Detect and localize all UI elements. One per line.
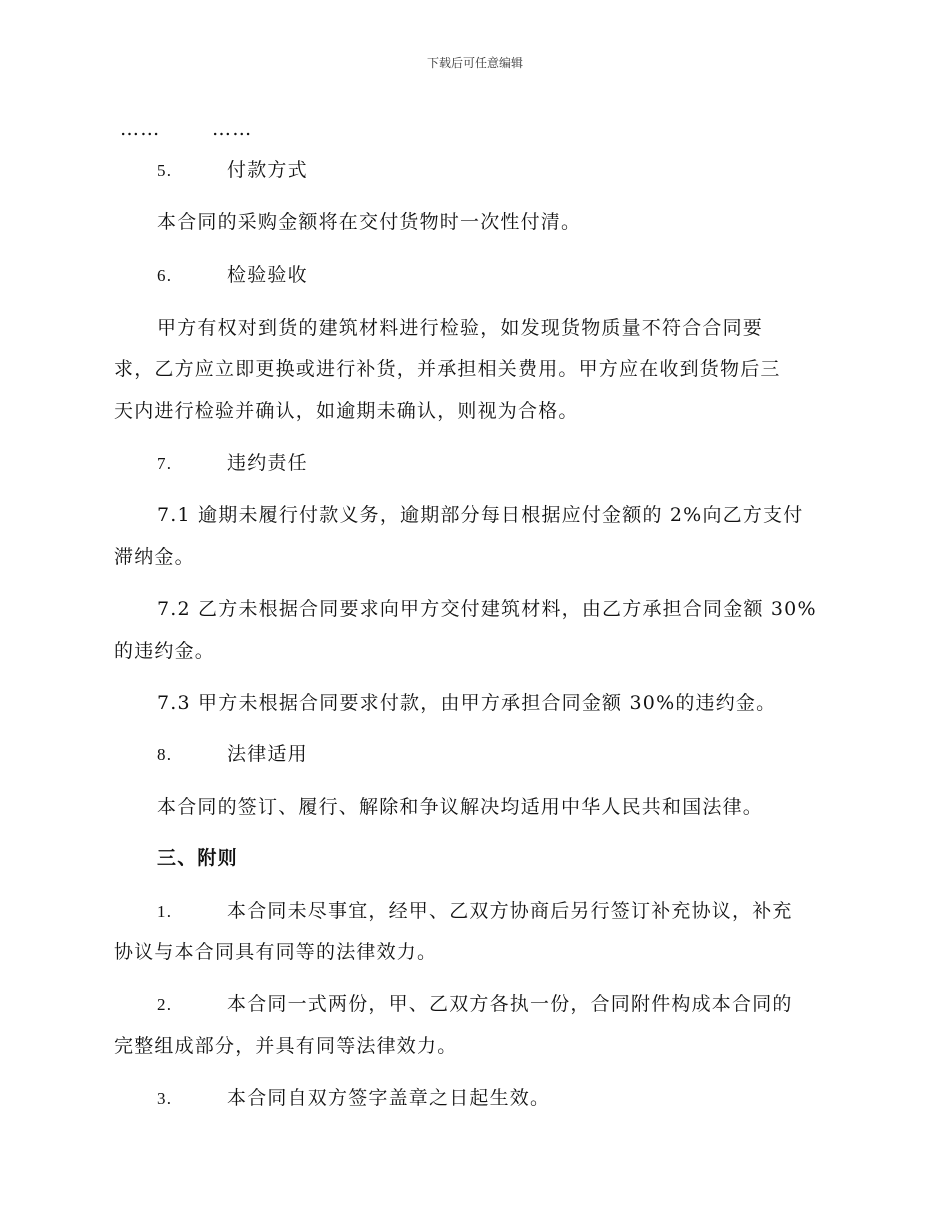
clause-7-1-line: 滞纳金。 bbox=[114, 546, 195, 568]
item-text: 本合同未尽事宜，经甲、乙双方协商后另行签订补充协议，补充 bbox=[227, 900, 793, 922]
clause-7-2-line: 的违约金。 bbox=[114, 640, 216, 662]
supplementary-heading: 三、附则 bbox=[157, 847, 238, 869]
section-title: 付款方式 bbox=[227, 159, 308, 181]
section-number: 7. bbox=[157, 454, 173, 473]
section-title: 检验验收 bbox=[227, 264, 308, 286]
ellipsis-left: …… bbox=[120, 118, 161, 140]
section-title: 违约责任 bbox=[227, 452, 308, 474]
clause-7-1-line: 7.1 逾期未履行付款义务，逾期部分每日根据应付金额的 2%向乙方支付 bbox=[157, 504, 804, 526]
section-number: 8. bbox=[157, 745, 173, 764]
paragraph-line: 天内进行检验并确认，如逾期未确认，则视为合格。 bbox=[114, 400, 579, 422]
item-text: 本合同自双方签字盖章之日起生效。 bbox=[227, 1087, 551, 1109]
section-8-body: 本合同的签订、履行、解除和争议解决均适用中华人民共和国法律。 bbox=[157, 796, 764, 818]
supplementary-item-3 bbox=[157, 1085, 550, 1112]
clause-7-2-line: 7.2 乙方未根据合同要求向甲方交付建筑材料，由乙方承担合同金额 30% bbox=[157, 598, 817, 620]
ellipsis-right: …… bbox=[212, 118, 253, 140]
page-header: 下载后可任意编辑 bbox=[426, 56, 523, 70]
clause-7-3-line: 7.3 甲方未根据合同要求付款，由甲方承担合同金额 30%的违约金。 bbox=[157, 692, 777, 714]
section-7-heading bbox=[157, 450, 308, 477]
section-6-heading bbox=[157, 262, 308, 289]
paragraph-line: 完整组成部分，并具有同等法律效力。 bbox=[114, 1035, 458, 1057]
paragraph-line: 协议与本合同具有同等的法律效力。 bbox=[114, 941, 438, 963]
item-text: 本合同一式两份，甲、乙双方各执一份，合同附件构成本合同的 bbox=[227, 993, 793, 1015]
supplementary-item-2 bbox=[157, 991, 793, 1018]
item-number: 3. bbox=[157, 1089, 173, 1108]
section-title: 法律适用 bbox=[227, 743, 308, 765]
paragraph-line: 甲方有权对到货的建筑材料进行检验，如发现货物质量不符合合同要 bbox=[157, 317, 764, 339]
section-number: 6. bbox=[157, 266, 173, 285]
item-number: 2. bbox=[157, 995, 173, 1014]
section-5-heading bbox=[157, 157, 308, 184]
section-number: 5. bbox=[157, 161, 173, 180]
supplementary-item-1 bbox=[157, 898, 793, 925]
paragraph-line: 求，乙方应立即更换或进行补货，并承担相关费用。甲方应在收到货物后三 bbox=[114, 358, 781, 380]
section-5-body: 本合同的采购金额将在交付货物时一次性付清。 bbox=[157, 211, 582, 233]
section-8-heading bbox=[157, 741, 308, 768]
ellipsis-row bbox=[120, 116, 304, 142]
item-number: 1. bbox=[157, 902, 173, 921]
